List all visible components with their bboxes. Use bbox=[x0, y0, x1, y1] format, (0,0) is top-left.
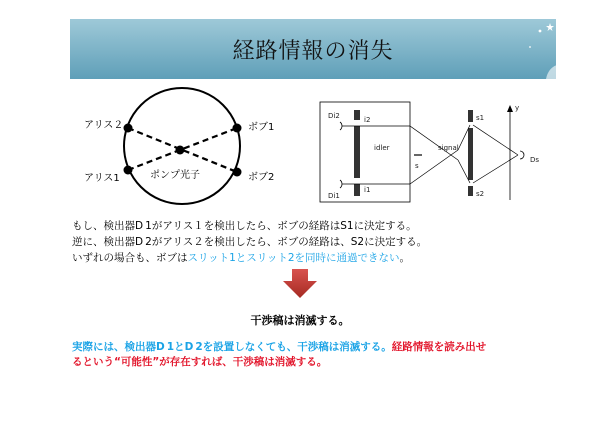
down-arrow-icon bbox=[282, 269, 318, 299]
alice1-node bbox=[124, 166, 133, 175]
para-line-3-suffix: 。 bbox=[399, 252, 411, 264]
para-line-3 bbox=[72, 251, 410, 265]
pump-node bbox=[176, 146, 185, 155]
bottom-line-1 bbox=[72, 340, 486, 355]
label-bob2: ボブ2 bbox=[248, 172, 275, 183]
label-pump: ポンプ光子 bbox=[150, 170, 200, 181]
title-banner bbox=[70, 19, 556, 79]
label-di1: Di1 bbox=[328, 192, 340, 200]
slide-title: 経路情報の消失 bbox=[232, 39, 394, 64]
bob2-node bbox=[233, 168, 242, 177]
para-line-2: 逆に、検出器D 2がアリス２を検出したら、ボブの経路は、S2に決定する。 bbox=[72, 236, 428, 248]
detector-di2-icon bbox=[340, 122, 342, 130]
cat-silhouette-icon bbox=[520, 19, 556, 79]
entanglement-diagram bbox=[82, 86, 302, 206]
label-y: y bbox=[515, 104, 520, 112]
label-idler: idler bbox=[374, 144, 390, 152]
label-alice1: アリス1 bbox=[84, 173, 120, 184]
conclusion-text: 干渉稿は消滅する。 bbox=[250, 314, 350, 327]
label-ds: Ds bbox=[530, 156, 540, 164]
label-s: s bbox=[415, 162, 419, 170]
para-line-3-prefix: いずれの場合も、ボブは bbox=[72, 252, 188, 264]
label-signal: signal bbox=[438, 144, 459, 152]
label-bob1: ボブ1 bbox=[248, 122, 275, 133]
label-s1: s1 bbox=[476, 114, 485, 122]
label-di2: Di2 bbox=[328, 112, 340, 120]
bottom-line-2: るという“可能性”が存在すれば、干渉稿は消滅する。 bbox=[72, 356, 328, 368]
bottom-line-1-red: 経路情報を読み出せ bbox=[391, 341, 487, 353]
detector-di1-icon bbox=[340, 180, 342, 188]
para-line-1: もし、検出器D 1がアリス１を検出したら、ボブの経路はS1に決定する。 bbox=[72, 220, 417, 232]
label-i2: i2 bbox=[364, 116, 371, 124]
detector-ds-icon bbox=[520, 151, 524, 159]
alice2-node bbox=[124, 124, 133, 133]
label-s2: s2 bbox=[476, 190, 485, 198]
bob1-node bbox=[233, 124, 242, 133]
label-alice2: アリス２ bbox=[84, 120, 124, 131]
para-line-3-highlight: スリット1とスリット2を同時に通過できない bbox=[187, 252, 400, 264]
bottom-statement bbox=[72, 340, 486, 370]
bottom-line-1-blue: 実際には、検出器D 1とD 2を設置しなくても、干渉稿は消滅する。 bbox=[72, 341, 392, 353]
setup-diagram bbox=[318, 100, 558, 210]
label-i1: i1 bbox=[364, 186, 371, 194]
